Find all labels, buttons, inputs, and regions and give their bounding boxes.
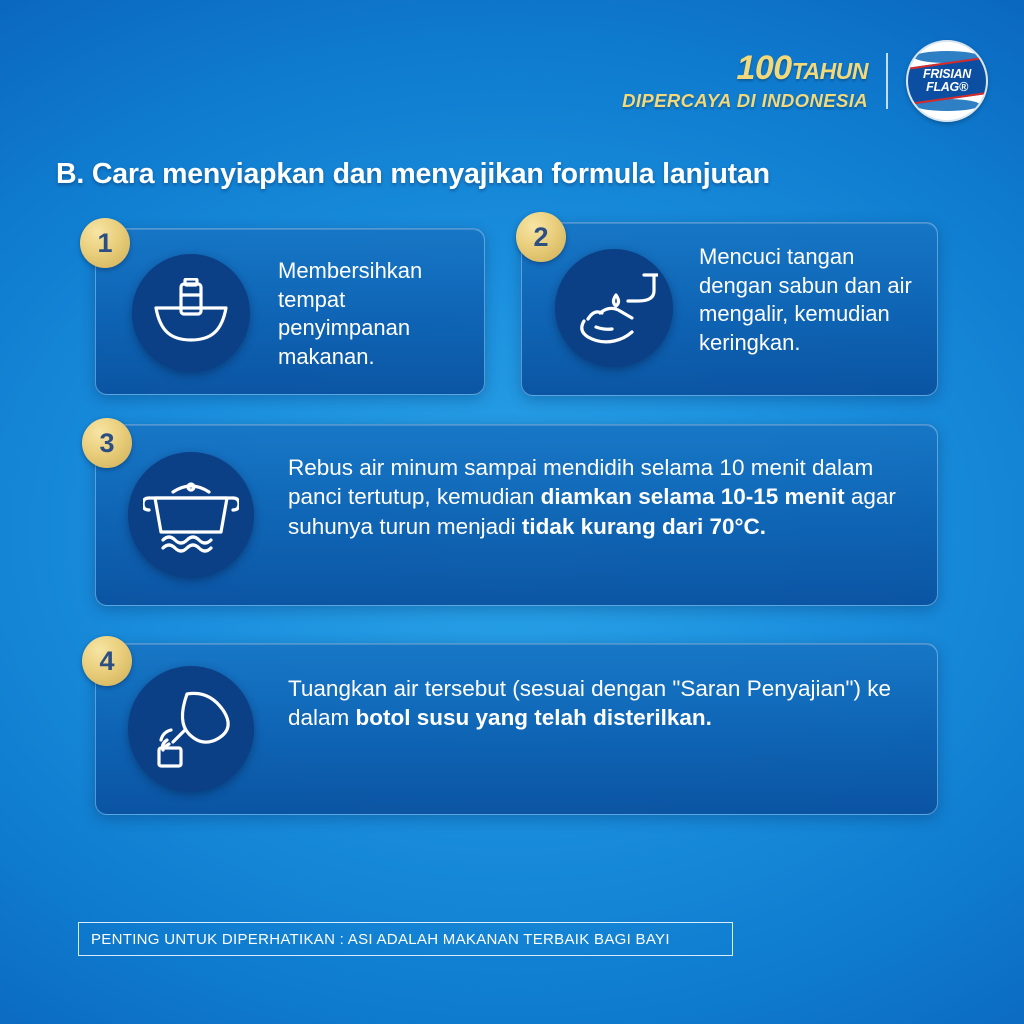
anniversary-block — [622, 51, 868, 110]
logo-line-1: FRISIAN — [923, 67, 971, 82]
step-card-3 — [95, 424, 938, 606]
brand-header — [622, 40, 988, 122]
step-badge-3: 3 — [82, 418, 132, 468]
handwashing-faucet-icon — [555, 249, 673, 367]
step-card-1 — [95, 228, 485, 395]
header-divider — [886, 53, 888, 109]
step-2-text: Mencuci tangan dengan sabun dan air mengalir, kemudian keringkan. — [699, 244, 912, 355]
anniversary-tagline: DIPERCAYA DI INDONESIA — [622, 90, 868, 112]
step-badge-4: 4 — [82, 636, 132, 686]
logo-wordmark — [923, 68, 971, 94]
anniversary-number: 100 — [736, 49, 792, 88]
step-3-text: Rebus air minum sampai mendidih selama 10 menit dalam panci tertutup, kemudian diamkan selama 10-15 menit agar suhunya turun menjadi tidak kurang dari 70°C. — [288, 455, 896, 539]
important-notice-banner — [78, 922, 733, 956]
step-4-text: Tuangkan air tersebut (sesuai dengan "Saran Penyajian") ke dalam botol susu yang telah disterilkan. — [288, 676, 892, 731]
step-card-4 — [95, 643, 938, 815]
logo-line-2: FLAG® — [926, 80, 968, 94]
frisian-flag-logo — [906, 40, 988, 122]
step-card-2 — [521, 222, 938, 396]
step-1-text: Membersihkan tempat penyimpanan makanan. — [278, 258, 423, 369]
boiling-pot-icon — [128, 452, 254, 578]
step-badge-1: 1 — [80, 218, 130, 268]
anniversary-headline — [622, 51, 868, 87]
step-badge-2: 2 — [516, 212, 566, 262]
anniversary-unit: TAHUN — [791, 58, 868, 85]
pouring-water-icon — [128, 666, 254, 792]
important-notice-text: PENTING UNTUK DIPERHATIKAN : ASI ADALAH MAKANAN TERBAIK BAGI BAYI — [91, 930, 670, 948]
page-title: B. Cara menyiapkan dan menyajikan formula lanjutan — [56, 158, 770, 190]
food-storage-container-icon — [132, 254, 250, 372]
